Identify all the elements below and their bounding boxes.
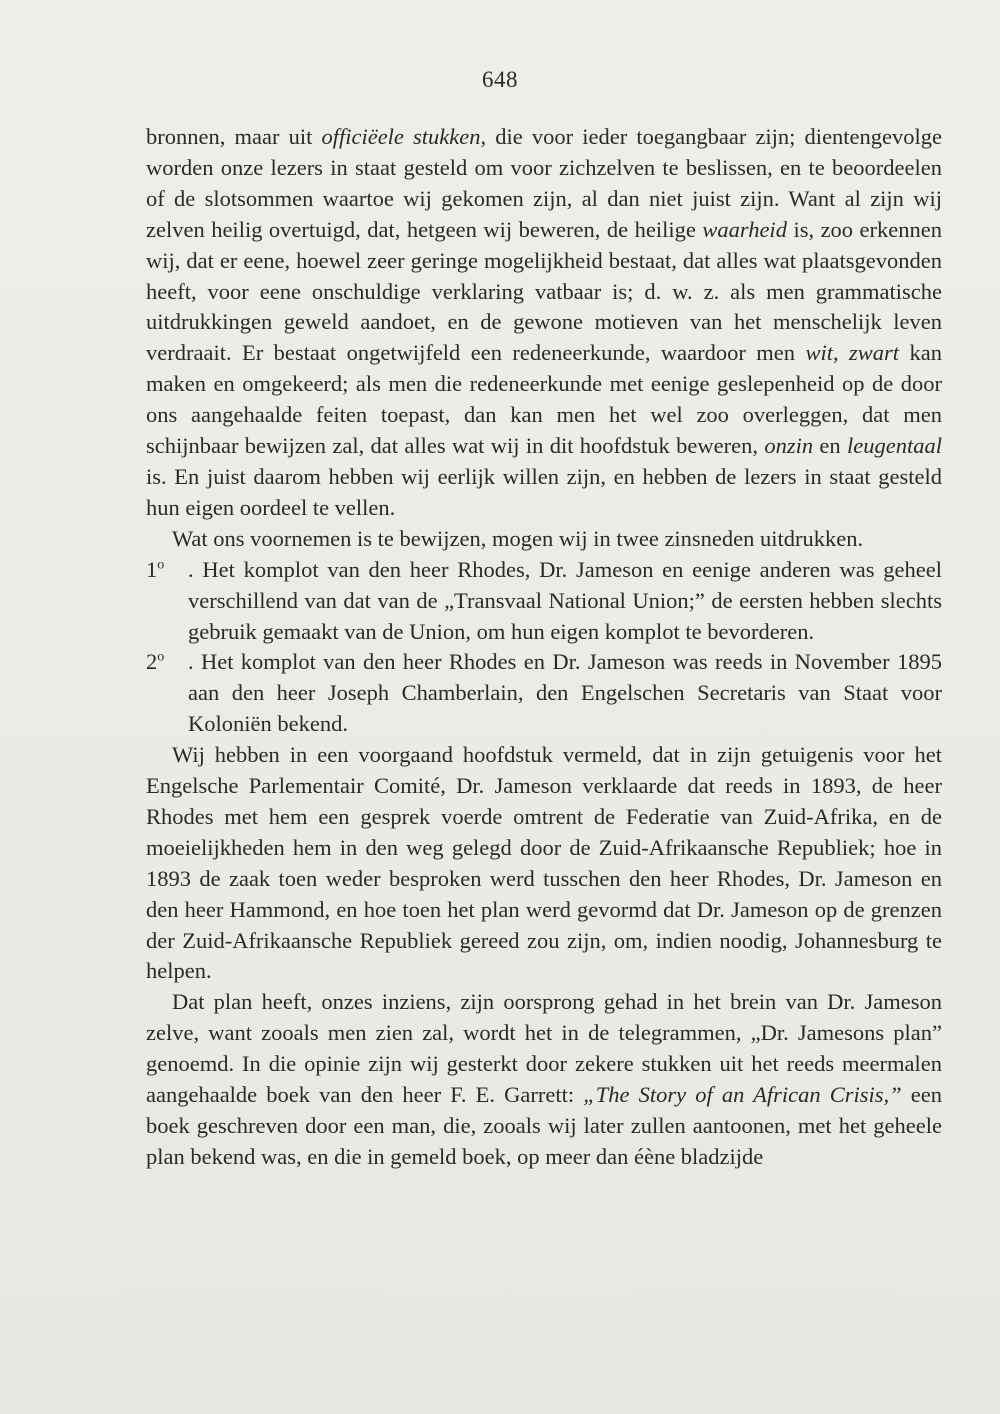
paragraph-1-text-e: kan maken en omgekeerd; als men die redeneerkunde met eenige geslepenheid op de door ons aangehaalde feiten toepast, dan kan men het wel zoo overleggen, dat men schijnbaar bewijzen zal, dat alles wat wij in dit hoofdstuk beweren, xyxy=(146,340,942,459)
paragraph-1-italic-3: wit xyxy=(805,340,833,366)
paragraph-1 xyxy=(146,122,942,524)
paragraph-1-text-g: is. En juist daarom hebben wij eerlijk willen zijn, en hebben de lezers in staat gesteld hun eigen oordeel te vellen. xyxy=(146,463,942,520)
list-item-2-sup: o xyxy=(157,649,165,665)
paragraph-1-text-f: en xyxy=(813,433,848,459)
list-item-1 xyxy=(146,555,942,648)
paragraph-1-text-b: , die voor ieder toegangbaar zijn; dientengevolge worden onze lezers in staat gesteld om voor zichzelven te beslissen, en te beoordeelen of de slotsommen waartoe wij gekomen zijn, al dan niet juist zijn. Want al zijn wij zelven heilig overtuigd, dat, hetgeen wij beweren, de heilige xyxy=(146,124,943,242)
list-item-1-number xyxy=(146,555,188,586)
paragraph-3: Wij hebben in een voorgaand hoofdstuk vermeld, dat in zijn getuigenis voor het Engelsche Parlementair Comité, Dr. Jameson verklaarde dat reeds in 1893, de heer Rhodes met hem een gesprek voerde omtrent de Federatie van Zuid-Afrika, en de moeielijkheden hem in den weg gelegd door de Zuid-Afrikaansche Republiek; hoe in 1893 de zaak toen weder besproken werd tusschen den heer Rhodes, Dr. Jameson en den heer Hammond, en hoe toen het plan werd gevormd dat Dr. Jameson op de grenzen der Zuid-Afrikaansche Republiek gereed zou zijn, om, indien noodig, Johannesburg te helpen. xyxy=(146,742,942,984)
paragraph-1-text-c: is, zoo erkennen wij, dat er eene, hoewel zeer geringe mogelijkheid bestaat, dat alles wat plaatsgevonden heeft, voor eene onschuldige verklaring vatbaar is; d. w. z. als men grammatische uitdrukkingen geweld aandoet, en de gewone motieven van het menschelijk leven verdraait. Er bestaat ongetwijfeld een redeneerkunde, waardoor men xyxy=(146,216,942,366)
list-item-1-digit: 1 xyxy=(146,556,158,582)
paragraph-4-italic-title: „The Story of an African Crisis,” xyxy=(583,1082,902,1108)
paragraph-1-text-a: bronnen, maar uit xyxy=(146,124,322,149)
paragraph-1-italic-5: onzin xyxy=(764,433,814,459)
paragraph-4 xyxy=(146,987,942,1172)
list-item-2-number xyxy=(146,647,188,678)
page-body xyxy=(146,122,942,1173)
paragraph-1-italic-1: officiëele stukken xyxy=(321,124,481,149)
paragraph-4-text-b: een boek geschreven door een man, die, zooals wij later zullen aantoonen, met het geheele plan bekend was, en die in gemeld boek, op meer dan éène bladzijde xyxy=(146,1082,943,1169)
list-item-2-text: . Het komplot van den heer Rhodes en Dr. Jameson was reeds in November 1895 aan den heer Joseph Chamberlain, den Engelschen Secretaris van Staat voor Koloniën bekend. xyxy=(188,649,942,737)
list-item-1-text: . Het komplot van den heer Rhodes, Dr. Jameson en eenige anderen was geheel verschillend van dat van de „Transvaal National Union;” de eersten hebben slechts gebruik gemaakt van de Union, om hun eigen komplot te bevorderen. xyxy=(188,556,942,644)
list-item-1-sup: o xyxy=(157,557,165,573)
paragraph-1-italic-2: waarheid xyxy=(702,216,787,242)
list-item-2-digit: 2 xyxy=(146,649,158,675)
page-number: 648 xyxy=(482,67,518,92)
paragraph-1-text-d: , xyxy=(832,340,850,366)
paragraph-1-italic-6: leugentaal xyxy=(847,433,942,459)
list-item-2 xyxy=(146,647,942,740)
paragraph-1-italic-4: zwart xyxy=(849,340,900,366)
paragraph-2: Wat ons voornemen is te bewijzen, mogen wij in twee zinsneden uitdrukken. xyxy=(172,525,864,551)
paragraph-4-text-a: Dat plan heeft, onzes inziens, zijn oorsprong gehad in het brein van Dr. Jameson zelve, want zooals men zien zal, wordt het in de telegrammen, „Dr. Jamesons plan” genoemd. In die opinie zijn wij gesterkt door zekere stukken uit het reeds meermalen aangehaalde boek van den heer F. E. Garrett: xyxy=(146,989,942,1108)
